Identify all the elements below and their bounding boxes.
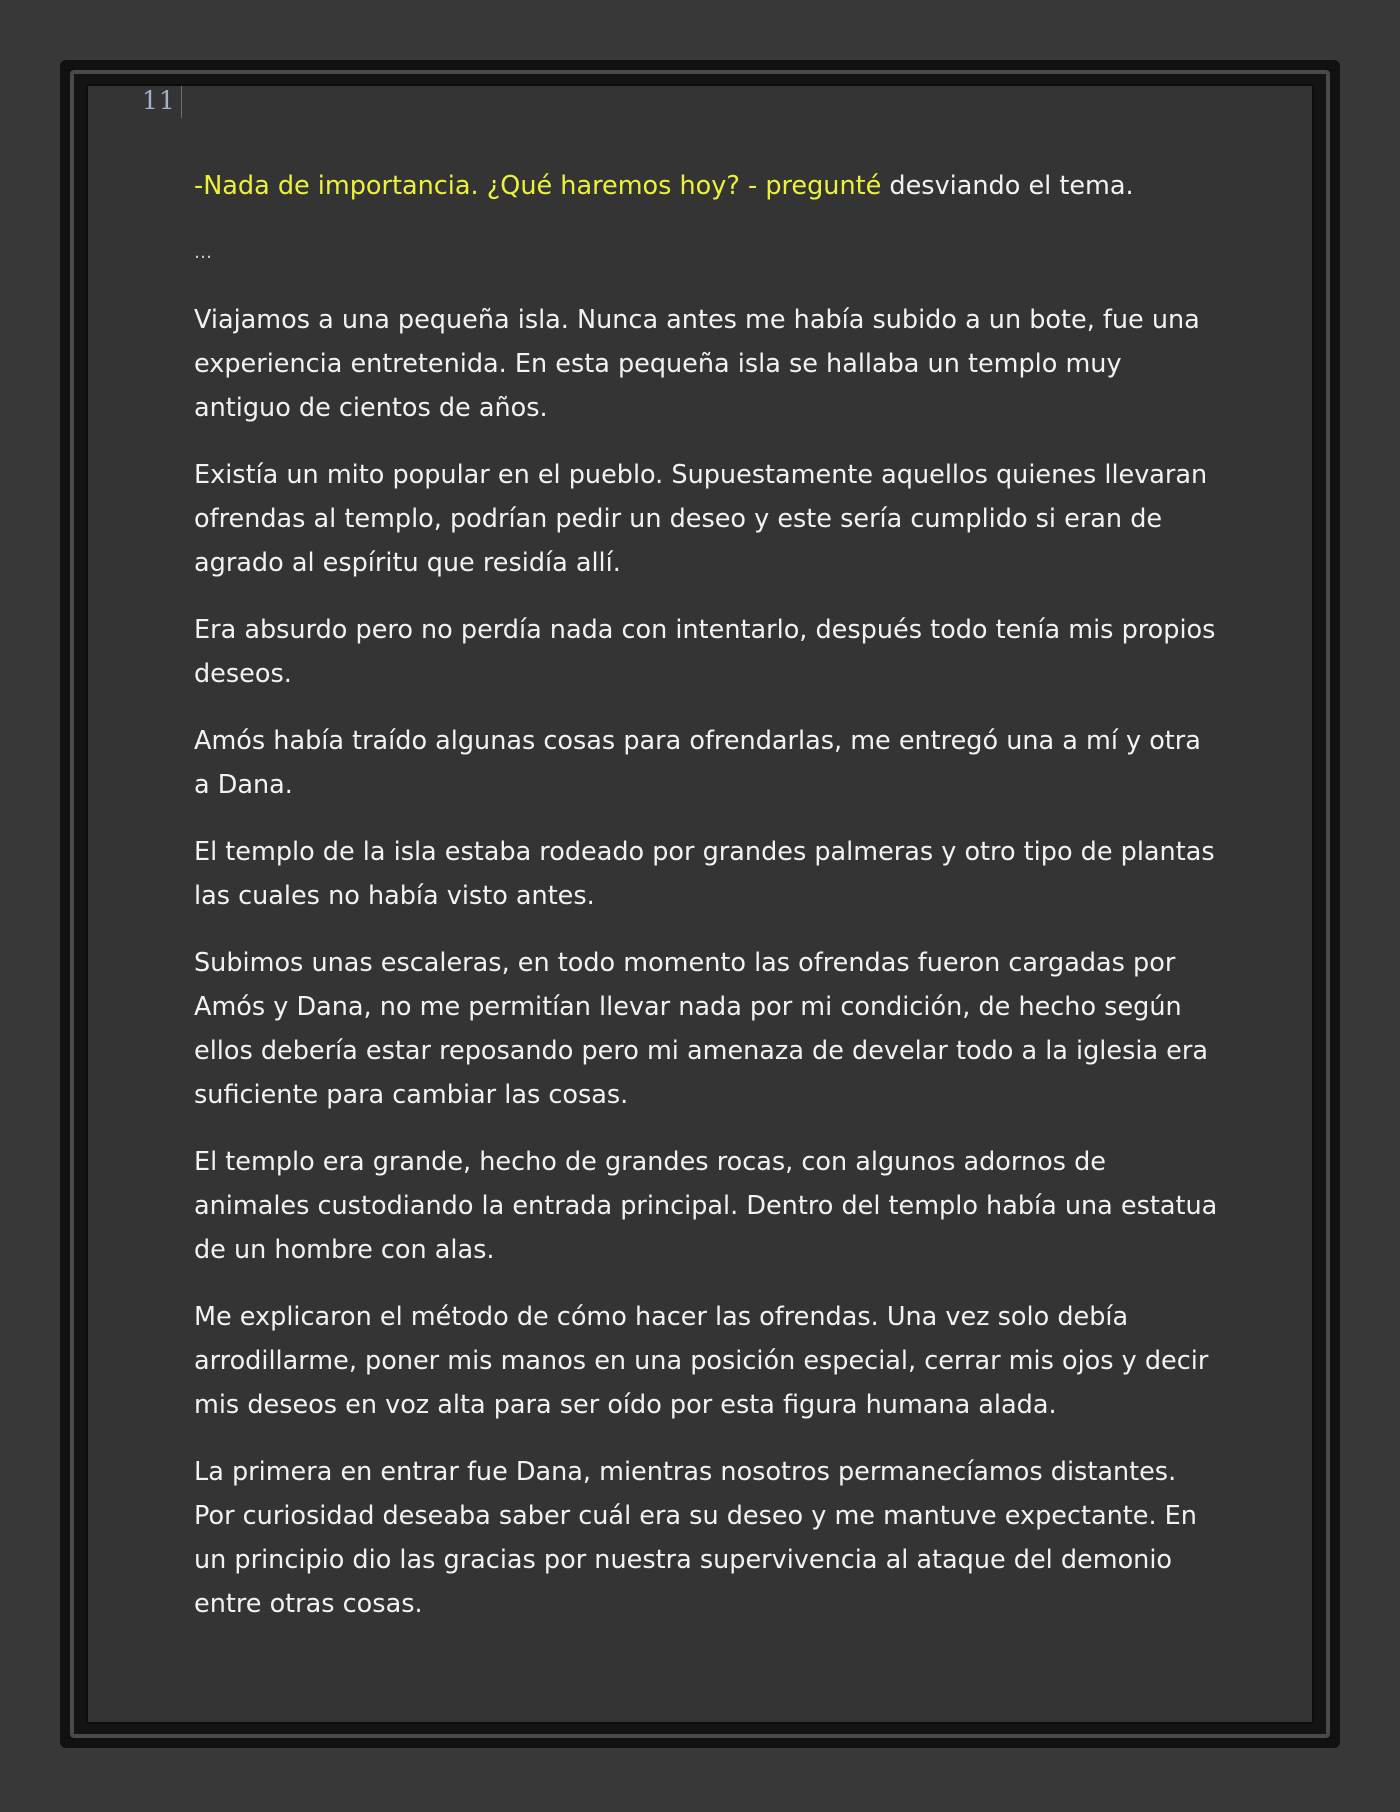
paragraph: Era absurdo pero no perdía nada con intentarlo, después todo tenía mis propios deseos.	[194, 615, 1216, 689]
paragraph: Viajamos a una pequeña isla. Nunca antes me había subido a un bote, fue una experiencia entretenida. En esta pequeña isla se hallaba un templo muy antiguo de cientos de años.	[194, 305, 1200, 423]
paragraph: El templo de la isla estaba rodeado por grandes palmeras y otro tipo de plantas las cuales no había visto antes.	[194, 837, 1215, 911]
paragraph: Me explicaron el método de cómo hacer las ofrendas. Una vez solo debía arrodillarme, poner mis manos en una posición especial, cerrar mis ojos y decir mis deseos en voz alta para ser oído por esta figura humana alada.	[194, 1302, 1209, 1420]
paragraph: Existía un mito popular en el pueblo. Supuestamente aquellos quienes llevaran ofrendas al templo, podrían pedir un deseo y este sería cumplido si eran de agrado al espíritu que residía allí.	[194, 460, 1208, 578]
paragraph: El templo era grande, hecho de grandes rocas, con algunos adornos de animales custodiando la entrada principal. Dentro del templo había una estatua de un hombre con alas.	[194, 1147, 1218, 1265]
highlighted-dialogue: -Nada de importancia. ¿Qué haremos hoy? - pregunté	[194, 171, 882, 201]
paragraph: La primera en entrar fue Dana, mientras nosotros permanecíamos distantes. Por curiosidad deseaba saber cuál era su deseo y me mantuve expectante. En un principio dio las gracias por nuestra supervivencia al ataque del demonio entre otras cosas.	[194, 1457, 1197, 1619]
page-number: 11	[142, 86, 176, 115]
paragraph: Subimos unas escaleras, en todo momento las ofrendas fueron cargadas por Amós y Dana, no me permitían llevar nada por mi condición, de hecho según ellos debería estar reposando pero mi amenaza de develar todo a la iglesia era suficiente para cambiar las cosas.	[194, 948, 1208, 1110]
dialogue-rest: desviando el tema.	[881, 171, 1134, 201]
page-text	[194, 164, 1224, 1649]
scene-break: …	[194, 242, 212, 263]
page-number-divider	[181, 86, 182, 118]
paragraph-dialogue	[194, 164, 1224, 208]
paragraph: Amós había traído algunas cosas para ofrendarlas, me entregó una a mí y otra a Dana.	[194, 726, 1201, 800]
